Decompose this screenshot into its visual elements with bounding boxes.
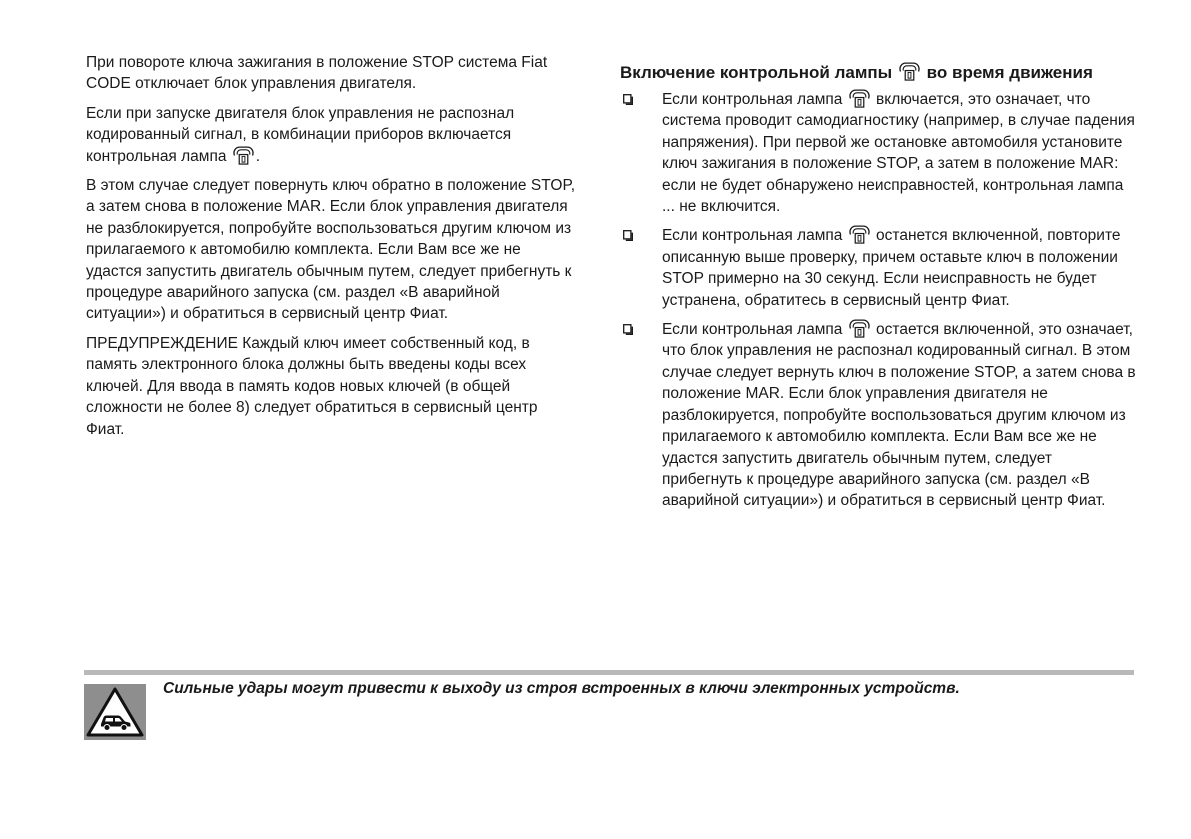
list-item-text: включается, это означает, что система проводит самодиагностику (например, в случае падения напряжения). При первой же остановке автомобиля установите ключ зажигания в положение STOP, а затем в положение MAR: если не будет обнаружено неисправностей, контрольная лампа ... не включится. xyxy=(662,91,1135,216)
checkbox-bullet-icon xyxy=(623,230,633,241)
checkbox-bullet-icon xyxy=(623,94,633,105)
car-warning-triangle-icon xyxy=(84,684,146,740)
bullet-list xyxy=(620,89,1136,512)
list-item xyxy=(620,319,1136,512)
section-heading-part1: Включение контрольной лампы xyxy=(620,63,893,82)
list-item-text: останется включенной, повторите описанную выше проверку, причем оставьте ключ в положении STOP примерно на 30 секунд. Если неисправность не будет устранена, обратитесь в сервисный центр Фиат. xyxy=(662,227,1121,309)
left-column xyxy=(86,52,578,448)
paragraph-lamp-on-text: Если при запуске двигателя блок управления не распознал кодированный сигнал, в комбинации приборов включается контрольная лампа xyxy=(86,104,515,165)
section-heading-part2: во время движения xyxy=(926,63,1093,82)
list-item-lead: Если контрольная лампа xyxy=(662,91,843,108)
right-column xyxy=(620,52,1136,520)
immobilizer-lamp-icon xyxy=(848,89,871,108)
paragraph-lamp-on-end: . xyxy=(255,147,261,165)
warning-text: Сильные удары могут привести к выходу из строя встроенных в ключи электронных устройств. xyxy=(163,680,960,697)
list-item-text: остается включенной, это означает, что блок управления не распознал кодированный сигнал. В этом случае следует вернуть ключ в положение STOP, а затем снова в положение MAR. Если блок управления двигателя не разблокируется, попробуйте воспользоваться другим ключом из прилагаемого к автомобилю комплекта. Если Вам все же не удастся запустить двигатель обычным путем, следует прибегнуть к процедуре аварийного запуска (см. раздел «В аварийной ситуации») и обратиться в сервисный центр Фиат. xyxy=(662,321,1136,510)
section-heading xyxy=(620,62,1136,83)
list-item xyxy=(620,225,1136,311)
list-item xyxy=(620,89,1136,217)
paragraph-restart-procedure: В этом случае следует повернуть ключ обратно в положение STOP, а затем снова в положение MAR. Если блок управления двигателя не разблокируется, попробуйте воспользоваться другим ключом из прилагаемого к автомобилю комплекта. Если Вам все же не удастся запустить двигатель обычным путем, следует прибегнуть к процедуре аварийного запуска (см. раздел «В аварийной ситуации») и обратиться в сервисный центр Фиат. xyxy=(86,177,576,323)
list-item-lead: Если контрольная лампа xyxy=(662,227,843,245)
immobilizer-lamp-icon xyxy=(898,62,921,81)
paragraph-lamp-on xyxy=(86,103,578,167)
warning-divider xyxy=(84,670,1134,675)
paragraph-warning-keys: ПРЕДУПРЕЖДЕНИЕ Каждый ключ имеет собственный код, в память электронного блока должны быть введены коды всех ключей. Для ввода в память кодов новых ключей (в общей сложности не более 8) следует обратиться в сервисный центр Фиат. xyxy=(86,334,538,438)
checkbox-bullet-icon xyxy=(623,324,633,335)
list-item-lead: Если контрольная лампа xyxy=(662,321,843,339)
paragraph-fiat-code: При повороте ключа зажигания в положение STOP система Fiat CODE отключает блок управления двигателя. xyxy=(86,54,548,93)
immobilizer-lamp-icon xyxy=(848,225,871,244)
immobilizer-lamp-icon xyxy=(232,146,255,165)
immobilizer-lamp-icon xyxy=(848,319,871,338)
